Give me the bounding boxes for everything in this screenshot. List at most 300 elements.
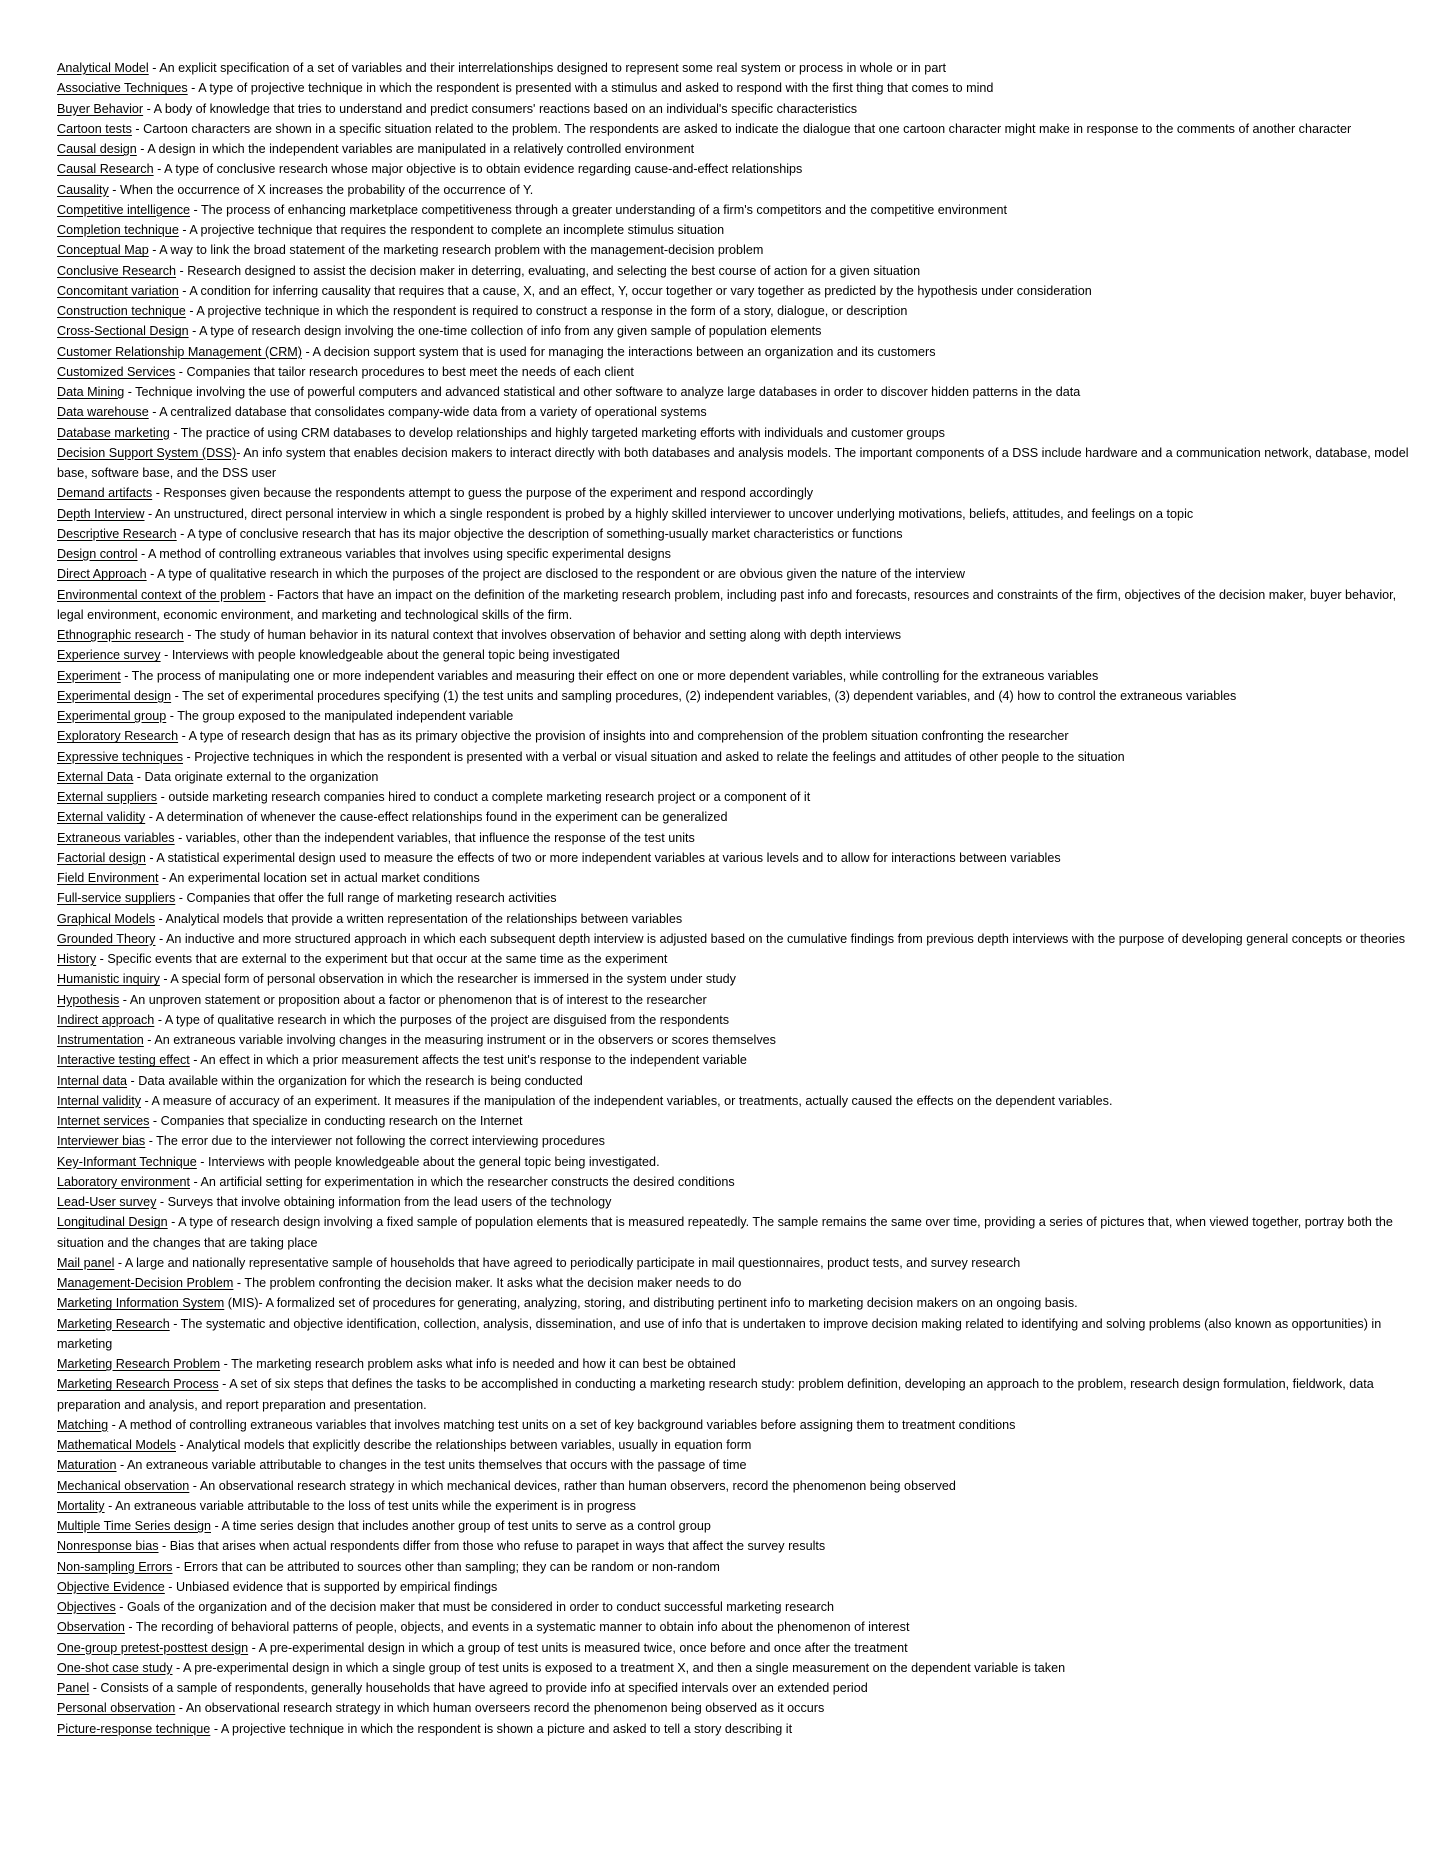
term-separator: -: [154, 1012, 165, 1027]
term-separator: -: [175, 891, 187, 906]
glossary-term-link[interactable]: Laboratory environment: [57, 1174, 191, 1189]
glossary-entry: [57, 1071, 1417, 1091]
glossary-definition: The recording of behavioral patterns of people, objects, and events in a systematic manner to obtain info about the phenomenon of interest: [135, 1620, 910, 1635]
term-separator: -: [157, 790, 169, 804]
term-separator: -: [114, 1255, 125, 1270]
glossary-definition: Companies that tailor research procedures to best meet the needs of each client: [186, 364, 634, 379]
glossary-entry: [57, 1496, 1417, 1516]
term-separator: -: [176, 1438, 187, 1452]
glossary-definition: Analytical models that provide a written representation of the relationships between variables: [165, 911, 683, 926]
glossary-term-link[interactable]: Nonresponse bias: [57, 1539, 159, 1554]
glossary-definition: Consists of a sample of respondents, generally households that have agreed to provide info at specified intervals over an extended period: [100, 1681, 868, 1695]
glossary-definition: An artificial setting for experimentation in which the researcher constructs the desired conditions: [200, 1174, 735, 1189]
term-separator: -: [175, 364, 187, 379]
glossary-definition: The systematic and objective identification, collection, analysis, dissemination, and use of info that is undertaken to improve decision making related to identifying and solving problems (also known as opportunities) in marketing: [57, 1316, 1382, 1351]
glossary-definition: The set of experimental procedures specifying (1) the test units and sampling procedures, (2) independent variables, (3) dependent variables, and (4) how to control the extraneous variables: [182, 688, 1237, 703]
glossary-entry: [57, 1597, 1417, 1617]
glossary-definition: An unproven statement or proposition about a factor or phenomenon that is of interest to the researcher: [129, 992, 707, 1007]
glossary-term-link[interactable]: Instrumentation: [57, 1033, 144, 1047]
glossary-definition: A set of six steps that defines the tasks to be accomplished in conducting a marketing research study: problem definition, developing an approach to the problem, research design formulation, fieldwork, data preparation and analysis, and report preparation and presentation.: [57, 1377, 1374, 1412]
glossary-term-link[interactable]: Experimental group: [57, 709, 167, 723]
glossary-entry: [57, 1536, 1417, 1556]
glossary-definition: Companies that offer the full range of marketing research activities: [186, 891, 557, 906]
glossary-definition: A type of conclusive research whose major objective is to obtain evidence regarding cause-and-effect relationships: [164, 162, 803, 177]
glossary-entry: [57, 544, 1417, 564]
glossary-entry: [57, 585, 1417, 626]
glossary-term-link[interactable]: Non-sampling Errors: [57, 1559, 173, 1574]
glossary-entry: [57, 382, 1417, 402]
glossary-entry: [57, 990, 1417, 1010]
glossary-definition: A type of research design that has as its primary objective the provision of insights into and comprehension of the problem situation confronting the researcher: [188, 729, 1069, 744]
glossary-definition: Factors that have an impact on the definition of the marketing research problem, including past info and forecasts, resources and constraints of the firm, objectives of the decision maker, buyer behavior, legal environment, economic environment, and marketing and technological skills of the firm.: [57, 587, 1397, 622]
glossary-term-link[interactable]: Experience survey: [57, 648, 161, 663]
glossary-definition: Cartoon characters are shown in a specific situation related to the problem. The respondents are asked to indicate the dialogue that one cartoon character might make in response to the comments of another character: [143, 121, 1352, 136]
glossary-definition: A design in which the independent variables are manipulated in a relatively controlled environment: [147, 142, 695, 156]
glossary-definition: An extraneous variable attributable to the loss of test units while the experiment is in progress: [115, 1498, 636, 1513]
glossary-term-link[interactable]: Extraneous variables: [57, 830, 175, 845]
glossary-entry: [57, 767, 1417, 787]
glossary-term-link[interactable]: Lead-User survey: [57, 1195, 157, 1209]
glossary-definition: Surveys that involve obtaining information from the lead users of the technology: [167, 1195, 612, 1209]
term-separator: -: [158, 871, 169, 885]
glossary-term-link[interactable]: Causality: [57, 182, 109, 197]
term-separator: -: [156, 1195, 168, 1209]
glossary-definition: The process of manipulating one or more independent variables and measuring their effect on one or more dependent variables, while controlling for the extraneous variables: [131, 668, 1099, 683]
glossary-term-link[interactable]: Marketing Research: [57, 1316, 170, 1331]
glossary-entry: [57, 1415, 1417, 1435]
glossary-definition: A centralized database that consolidates company-wide data from a variety of operational systems: [159, 405, 707, 420]
glossary-entry: [57, 1111, 1417, 1131]
term-separator: -: [211, 1519, 222, 1533]
glossary-entry: [57, 524, 1417, 544]
glossary-term-link[interactable]: One-shot case study: [57, 1660, 173, 1675]
glossary-entry: [57, 625, 1417, 645]
glossary-definition: The practice of using CRM databases to develop relationships and highly targeted marketing efforts with individuals and customer groups: [180, 425, 945, 440]
term-separator: -: [149, 1114, 161, 1128]
term-separator: -: [143, 101, 154, 116]
glossary-entry: [57, 706, 1417, 726]
term-separator: -: [145, 850, 157, 865]
term-separator: -: [175, 1701, 186, 1716]
glossary-definition: An inductive and more structured approach in which each subsequent depth interview is adjusted based on the cumulative findings from previous depth interviews with the purpose of developing general concepts or theories: [165, 931, 1406, 946]
glossary-term-link[interactable]: Data Mining: [57, 385, 125, 399]
glossary-definition: A projective technique that requires the respondent to complete an incomplete stimulus situation: [189, 223, 725, 237]
glossary-definition: A measure of accuracy of an experiment. It measures if the manipulation of the independent variables, or treatments, actually caused the effects on the dependent variables.: [151, 1093, 1113, 1108]
glossary-entry: [57, 301, 1417, 321]
glossary-definition: When the occurrence of X increases the probability of the occurrence of Y.: [120, 182, 534, 197]
glossary-term-link[interactable]: External suppliers: [57, 790, 158, 804]
term-separator: -: [171, 688, 183, 703]
glossary-entry: [57, 1719, 1417, 1739]
term-separator: -: [158, 1539, 170, 1554]
term-separator: -: [127, 1073, 139, 1088]
term-separator: -: [124, 1620, 136, 1635]
glossary-entry: [57, 969, 1417, 989]
term-separator: -: [145, 1134, 157, 1149]
glossary-definition: A projective technique in which the respondent is shown a picture and asked to tell a story describing it: [220, 1721, 793, 1736]
glossary-term-link[interactable]: Matching: [57, 1417, 109, 1432]
glossary-definition: An experimental location set in actual market conditions: [169, 871, 480, 885]
glossary-term-link[interactable]: Mechanical observation: [57, 1478, 190, 1493]
term-separator: -: [89, 1681, 101, 1695]
glossary-definition: A pre-experimental design in which a group of test units is measured twice, once before and once after the treatment: [258, 1640, 908, 1655]
glossary-entry: [57, 362, 1417, 382]
term-separator: -: [137, 547, 149, 561]
glossary-definition: An info system that enables decision makers to interact directly with both databases and analysis models. The important components of a DSS include hardware and a communication network, database, model base, software base, and the DSS user: [57, 445, 1409, 480]
term-separator: -: [141, 1093, 152, 1108]
term-separator: -: [301, 344, 313, 359]
term-separator: -: [190, 202, 201, 217]
glossary-entry: [57, 342, 1417, 362]
term-separator: -: [155, 911, 166, 926]
term-separator: -: [96, 952, 108, 966]
glossary-entry: [57, 281, 1417, 301]
glossary-definition: An effect in which a prior measurement affects the test unit's response to the independent variable: [200, 1053, 747, 1068]
glossary-entry: [57, 828, 1417, 848]
term-separator: -: [210, 1721, 221, 1736]
glossary-definition: Unbiased evidence that is supported by empirical findings: [176, 1579, 498, 1594]
term-separator: -: [167, 1215, 179, 1230]
glossary-term-link[interactable]: Objectives: [57, 1600, 116, 1614]
glossary-definition: An unstructured, direct personal interview in which a single respondent is probed by a highly skilled interviewer to uncover underlying motivations, beliefs, attitudes, and feelings on a topic: [155, 506, 1194, 521]
term-separator: -: [190, 1174, 201, 1189]
term-separator: -: [104, 1498, 116, 1513]
term-separator: -: [148, 405, 160, 420]
glossary-entry: [57, 686, 1417, 706]
glossary-definition: A time series design that includes another group of test units to serve as a control group: [221, 1519, 711, 1533]
term-separator: -: [265, 587, 277, 602]
glossary-entry: [57, 747, 1417, 767]
term-separator: -: [236, 445, 244, 460]
glossary-entry: [57, 504, 1417, 524]
glossary-term-link[interactable]: Indirect approach: [57, 1012, 155, 1027]
glossary-entry: [57, 1476, 1417, 1496]
term-separator: -: [178, 223, 190, 237]
glossary-term-link[interactable]: Full-service suppliers: [57, 891, 176, 906]
term-separator: -: [160, 648, 172, 663]
glossary-entry: [57, 1354, 1417, 1374]
glossary-definition: An extraneous variable attributable to changes in the test units themselves that occurs with the passage of time: [127, 1458, 747, 1473]
term-separator: -: [108, 1417, 119, 1432]
glossary-definition: outside marketing research companies hired to conduct a complete marketing research project or a component of it: [168, 790, 811, 804]
glossary-entry: [57, 99, 1417, 119]
glossary-entry: [57, 1030, 1417, 1050]
term-separator: -: [169, 1316, 181, 1331]
glossary-definition: Interviews with people knowledgeable about the general topic being investigated: [171, 648, 620, 663]
glossary-term-link[interactable]: Competitive intelligence: [57, 202, 191, 217]
glossary-definition: A pre-experimental design in which a single group of test units is exposed to a treatment X, and then a single measurement on the dependent variable is taken: [183, 1660, 1066, 1675]
glossary-entry: [57, 1314, 1417, 1355]
glossary-entry: [57, 119, 1417, 139]
glossary-definition: A condition for inferring causality that requires that a cause, X, and an effect, Y, occur together or vary together as predicted by the hypothesis under consideration: [189, 283, 1092, 298]
glossary-entry: [57, 200, 1417, 220]
glossary-definition: Technique involving the use of powerful computers and advanced statistical and other software to analyze large databases in order to discover hidden patterns in the data: [135, 385, 1081, 399]
term-separator: -: [164, 1579, 177, 1594]
glossary-entry: [57, 1698, 1417, 1718]
term-separator: -: [148, 61, 160, 75]
glossary-definition: Research designed to assist the decision maker in deterring, evaluating, and selecting the best course of action for a given situation: [187, 263, 921, 278]
glossary-term-link[interactable]: Design control: [57, 547, 138, 561]
glossary-entry: [57, 180, 1417, 200]
glossary-entry: [57, 240, 1417, 260]
glossary-term-link[interactable]: Interactive testing effect: [57, 1053, 190, 1068]
glossary-term-link[interactable]: External validity: [57, 810, 146, 825]
term-separator: -: [218, 1377, 230, 1392]
term-separator: -: [196, 1154, 208, 1169]
glossary-entry: [57, 483, 1417, 503]
glossary-term-link[interactable]: Exploratory Research: [57, 729, 179, 744]
glossary-definition: A type of research design involving the one-time collection of info from any given sample of population elements: [199, 324, 822, 339]
glossary-entry: [57, 443, 1417, 484]
glossary-entry: [57, 1374, 1417, 1415]
glossary-entry: [57, 1638, 1417, 1658]
glossary-term-link[interactable]: Mail panel: [57, 1255, 115, 1270]
glossary-term-link[interactable]: Internet services: [57, 1114, 150, 1128]
term-separator: -: [172, 1660, 184, 1675]
term-separator: -: [178, 729, 189, 744]
term-separator: -: [108, 182, 120, 197]
glossary-definition: Projective techniques in which the respondent is presented with a verbal or visual situation and asked to relate the feelings and attitudes of other people to the situation: [194, 749, 1125, 764]
term-separator: -: [166, 709, 178, 723]
term-separator: -: [248, 1640, 259, 1655]
glossary-definition: The study of human behavior in its natural context that involves observation of behavior and setting along with depth interviews: [194, 628, 902, 642]
glossary-term-link[interactable]: Objective Evidence: [57, 1579, 165, 1594]
term-separator: -: [176, 263, 188, 278]
glossary-term-link[interactable]: Cross-Sectional Design: [57, 324, 189, 339]
term-separator: -: [187, 81, 199, 96]
glossary-term-link[interactable]: Hypothesis: [57, 992, 120, 1007]
glossary-definition: Bias that arises when actual respondents differ from those who refuse to parapet in ways that affect the survey results: [169, 1539, 826, 1554]
glossary-term-link[interactable]: Experiment: [57, 668, 121, 683]
glossary-term-link[interactable]: Decision Support System (DSS): [57, 445, 237, 460]
glossary-term-link[interactable]: Customer Relationship Management (CRM): [57, 344, 302, 359]
term-separator: -: [220, 1357, 232, 1371]
glossary-entry: [57, 1293, 1417, 1313]
glossary-definition: A type of conclusive research that has its major objective the description of something-usually market characteristics or functions: [187, 526, 903, 541]
glossary-definition: variables, other than the independent variables, that influence the response of the test units: [185, 830, 695, 845]
glossary-definition: A statistical experimental design used to measure the effects of two or more independent variables at various levels and to allow for interactions between variables: [156, 850, 1061, 865]
glossary-entry: [57, 1172, 1417, 1192]
glossary-term-link[interactable]: Causal design: [57, 142, 137, 156]
glossary-entry: [57, 807, 1417, 827]
term-separator: -: [183, 749, 195, 764]
glossary-term-link[interactable]: Demand artifacts: [57, 486, 153, 501]
glossary-term-link[interactable]: Descriptive Research: [57, 526, 177, 541]
term-separator: -: [159, 972, 171, 987]
glossary-entry: [57, 1192, 1417, 1212]
glossary-term-link[interactable]: Data warehouse: [57, 405, 149, 420]
glossary-entry: [57, 726, 1417, 746]
term-separator: -: [144, 506, 155, 521]
glossary-term-link[interactable]: Multiple Time Series design: [57, 1519, 211, 1533]
glossary-definition: An extraneous variable involving changes in the measuring instrument or in the observers or scores themselves: [154, 1033, 776, 1047]
glossary-entry: [57, 848, 1417, 868]
glossary-entry: [57, 929, 1417, 949]
term-separator: -: [155, 931, 166, 946]
glossary-definition: Goals of the organization and of the decision maker that must be considered in order to conduct successful marketing research: [127, 1600, 835, 1614]
glossary-term-link[interactable]: Analytical Model: [57, 61, 149, 75]
glossary-entry: [57, 1557, 1417, 1577]
glossary-definition: The process of enhancing marketplace competitiveness through a greater understanding of a firm's competitors and the competitive environment: [200, 202, 1008, 217]
term-separator: -: [233, 1276, 245, 1290]
term-separator: -: [148, 243, 160, 258]
glossary-entry: [57, 1131, 1417, 1151]
term-separator: (MIS)-: [224, 1296, 266, 1311]
term-separator: -: [136, 142, 148, 156]
glossary-term-link[interactable]: Personal observation: [57, 1701, 176, 1716]
glossary-term-link[interactable]: Grounded Theory: [57, 931, 156, 946]
term-separator: -: [116, 1458, 128, 1473]
glossary-definition: A special form of personal observation in which the researcher is immersed in the system under study: [170, 972, 736, 987]
glossary-definition: Responses given because the respondents attempt to guess the purpose of the experiment and respond accordingly: [163, 486, 814, 501]
glossary-term-link[interactable]: Interviewer bias: [57, 1134, 146, 1149]
glossary-term-link[interactable]: Marketing Research Problem: [57, 1357, 221, 1371]
glossary-term-link[interactable]: Mathematical Models: [57, 1438, 176, 1452]
glossary-definition: The group exposed to the manipulated independent variable: [177, 709, 514, 723]
glossary-definition: A way to link the broad statement of the marketing research problem with the management-decision problem: [159, 243, 764, 258]
glossary-definition: A body of knowledge that tries to understand and predict consumers' reactions based on an individual's specific characteristics: [153, 101, 858, 116]
glossary-entry: [57, 1010, 1417, 1030]
term-separator: -: [133, 769, 145, 784]
glossary-definition: The marketing research problem asks what info is needed and how it can best be obtained: [231, 1357, 736, 1371]
glossary-term-link[interactable]: Environmental context of the problem: [57, 587, 266, 602]
glossary-term-link[interactable]: Observation: [57, 1620, 125, 1635]
glossary-entry: [57, 868, 1417, 888]
glossary-term-link[interactable]: Concomitant variation: [57, 283, 179, 298]
glossary-term-link[interactable]: History: [57, 952, 97, 966]
term-separator: -: [189, 1053, 201, 1068]
term-separator: -: [185, 304, 197, 318]
glossary-term-link[interactable]: Internal data: [57, 1073, 128, 1088]
glossary-definition: A type of projective technique in which the respondent is presented with a stimulus and asked to respond with the first thing that comes to mind: [198, 81, 994, 96]
glossary-definition: A type of research design involving a fixed sample of population elements that is measured repeatedly. The sample remains the same over time, providing a series of pictures that, when viewed together, portray both the situation and the changes that are taking place: [57, 1215, 1393, 1250]
glossary-term-link[interactable]: Causal Research: [57, 162, 154, 177]
glossary-entry: [57, 787, 1417, 807]
glossary-term-link[interactable]: Conclusive Research: [57, 263, 176, 278]
glossary-term-link[interactable]: Experimental design: [57, 688, 172, 703]
glossary-term-link[interactable]: Longitudinal Design: [57, 1215, 168, 1230]
glossary-definition: A type of qualitative research in which the purposes of the project are disguised from the respondents: [164, 1012, 730, 1027]
glossary-term-link[interactable]: Key-Informant Technique: [57, 1154, 197, 1169]
glossary-term-link[interactable]: Marketing Research Process: [57, 1377, 219, 1392]
glossary-definition: A formalized set of procedures for generating, analyzing, storing, and distributing pertinent info to marketing decision makers on an ongoing basis.: [265, 1296, 1078, 1311]
glossary-term-link[interactable]: Conceptual Map: [57, 243, 149, 258]
term-separator: -: [152, 486, 164, 501]
term-separator: -: [178, 283, 190, 298]
glossary-entry: [57, 1091, 1417, 1111]
glossary-entry: [57, 423, 1417, 443]
glossary-term-link[interactable]: Associative Techniques: [57, 81, 188, 96]
glossary-definition: Errors that can be attributed to sources other than sampling; they can be random or non-random: [183, 1559, 720, 1574]
glossary-entry: [57, 909, 1417, 929]
glossary-term-link[interactable]: Construction technique: [57, 304, 186, 318]
glossary-entry: [57, 1617, 1417, 1637]
glossary-term-link[interactable]: Direct Approach: [57, 567, 147, 582]
glossary-term-link[interactable]: External Data: [57, 769, 134, 784]
glossary-entry: [57, 888, 1417, 908]
term-separator: -: [169, 425, 181, 440]
glossary-definition: Analytical models that explicitly describe the relationships between variables, usually in equation form: [186, 1438, 752, 1452]
glossary-term-link[interactable]: Expressive techniques: [57, 749, 184, 764]
glossary-term-link[interactable]: Internal validity: [57, 1093, 141, 1108]
glossary-term-link[interactable]: Factorial design: [57, 850, 146, 865]
glossary-term-link[interactable]: Depth Interview: [57, 506, 145, 521]
term-separator: -: [183, 628, 195, 642]
glossary-definition: An explicit specification of a set of variables and their interrelationships designed to represent some real system or process in whole or in part: [159, 61, 947, 75]
glossary-entry: [57, 645, 1417, 665]
term-separator: -: [176, 526, 188, 541]
glossary-term-link[interactable]: Maturation: [57, 1458, 117, 1473]
glossary-term-link[interactable]: Cartoon tests: [57, 121, 132, 136]
glossary-entry: [57, 321, 1417, 341]
term-separator: -: [115, 1600, 127, 1614]
glossary-definition: An observational research strategy in which mechanical devices, rather than human observers, record the phenomenon being observed: [199, 1478, 956, 1493]
glossary-definition: Interviews with people knowledgeable about the general topic being investigated.: [207, 1154, 660, 1169]
glossary-term-link[interactable]: Ethnographic research: [57, 628, 184, 642]
glossary-term-link[interactable]: Customized Services: [57, 364, 176, 379]
glossary-entry: [57, 159, 1417, 179]
glossary-term-link[interactable]: Buyer Behavior: [57, 101, 144, 116]
glossary-entry: [57, 402, 1417, 422]
term-separator: -: [153, 162, 165, 177]
glossary-definition: A determination of whenever the cause-effect relationships found in the experiment can be generalized: [155, 810, 728, 825]
glossary-definition: A method of controlling extraneous variables that involves matching test units on a set of key background variables before assigning them to treatment conditions: [118, 1417, 1016, 1432]
glossary-term-link[interactable]: Database marketing: [57, 425, 170, 440]
glossary-entry: [57, 1273, 1417, 1293]
glossary-definition: An observational research strategy in which human overseers record the phenomenon being observed as it occurs: [185, 1701, 825, 1716]
glossary-entry: [57, 1455, 1417, 1475]
glossary-term-link[interactable]: Mortality: [57, 1498, 105, 1513]
term-separator: -: [189, 1478, 200, 1493]
glossary-entry: [57, 1678, 1417, 1698]
term-separator: -: [174, 830, 186, 845]
term-separator: -: [131, 121, 144, 136]
glossary-entry: [57, 1152, 1417, 1172]
term-separator: -: [172, 1559, 184, 1574]
glossary-definition: A method of controlling extraneous variables that involves using specific experimental designs: [148, 547, 671, 561]
glossary-term-link[interactable]: Panel: [57, 1681, 90, 1695]
glossary-entry: [57, 1658, 1417, 1678]
glossary-entry: [57, 261, 1417, 281]
glossary-term-link[interactable]: Picture-response technique: [57, 1721, 211, 1736]
glossary-entry: [57, 1435, 1417, 1455]
glossary-page: [57, 58, 1417, 1739]
glossary-term-link[interactable]: Graphical Models: [57, 911, 155, 926]
glossary-definition: A decision support system that is used for managing the interactions between an organization and its customers: [312, 344, 936, 359]
glossary-term-link[interactable]: Management-Decision Problem: [57, 1276, 234, 1290]
glossary-entry: [57, 564, 1417, 584]
glossary-entry: [57, 220, 1417, 240]
term-separator: -: [143, 1033, 155, 1047]
glossary-definition: The problem confronting the decision maker. It asks what the decision maker needs to do: [244, 1276, 742, 1290]
glossary-definition: Specific events that are external to the experiment but that occur at the same time as the experiment: [107, 952, 668, 966]
glossary-definition: Companies that specialize in conducting research on the Internet: [160, 1114, 523, 1128]
glossary-definition: A type of qualitative research in which the purposes of the project are disclosed to the respondent or are obvious given the nature of the interview: [157, 567, 965, 582]
glossary-term-link[interactable]: Completion technique: [57, 223, 179, 237]
glossary-entry: [57, 78, 1417, 98]
glossary-term-link[interactable]: One-group pretest-posttest design: [57, 1640, 249, 1655]
glossary-term-link[interactable]: Marketing Information System: [57, 1296, 225, 1311]
term-separator: -: [119, 992, 130, 1007]
glossary-term-link[interactable]: Field Environment: [57, 871, 159, 885]
glossary-definition: The error due to the interviewer not following the correct interviewing procedures: [156, 1134, 605, 1149]
glossary-entry: [57, 1577, 1417, 1597]
glossary-term-link[interactable]: Humanistic inquiry: [57, 972, 160, 987]
glossary-entry: [57, 139, 1417, 159]
term-separator: -: [188, 324, 200, 339]
glossary-entry: [57, 666, 1417, 686]
term-separator: -: [120, 668, 132, 683]
